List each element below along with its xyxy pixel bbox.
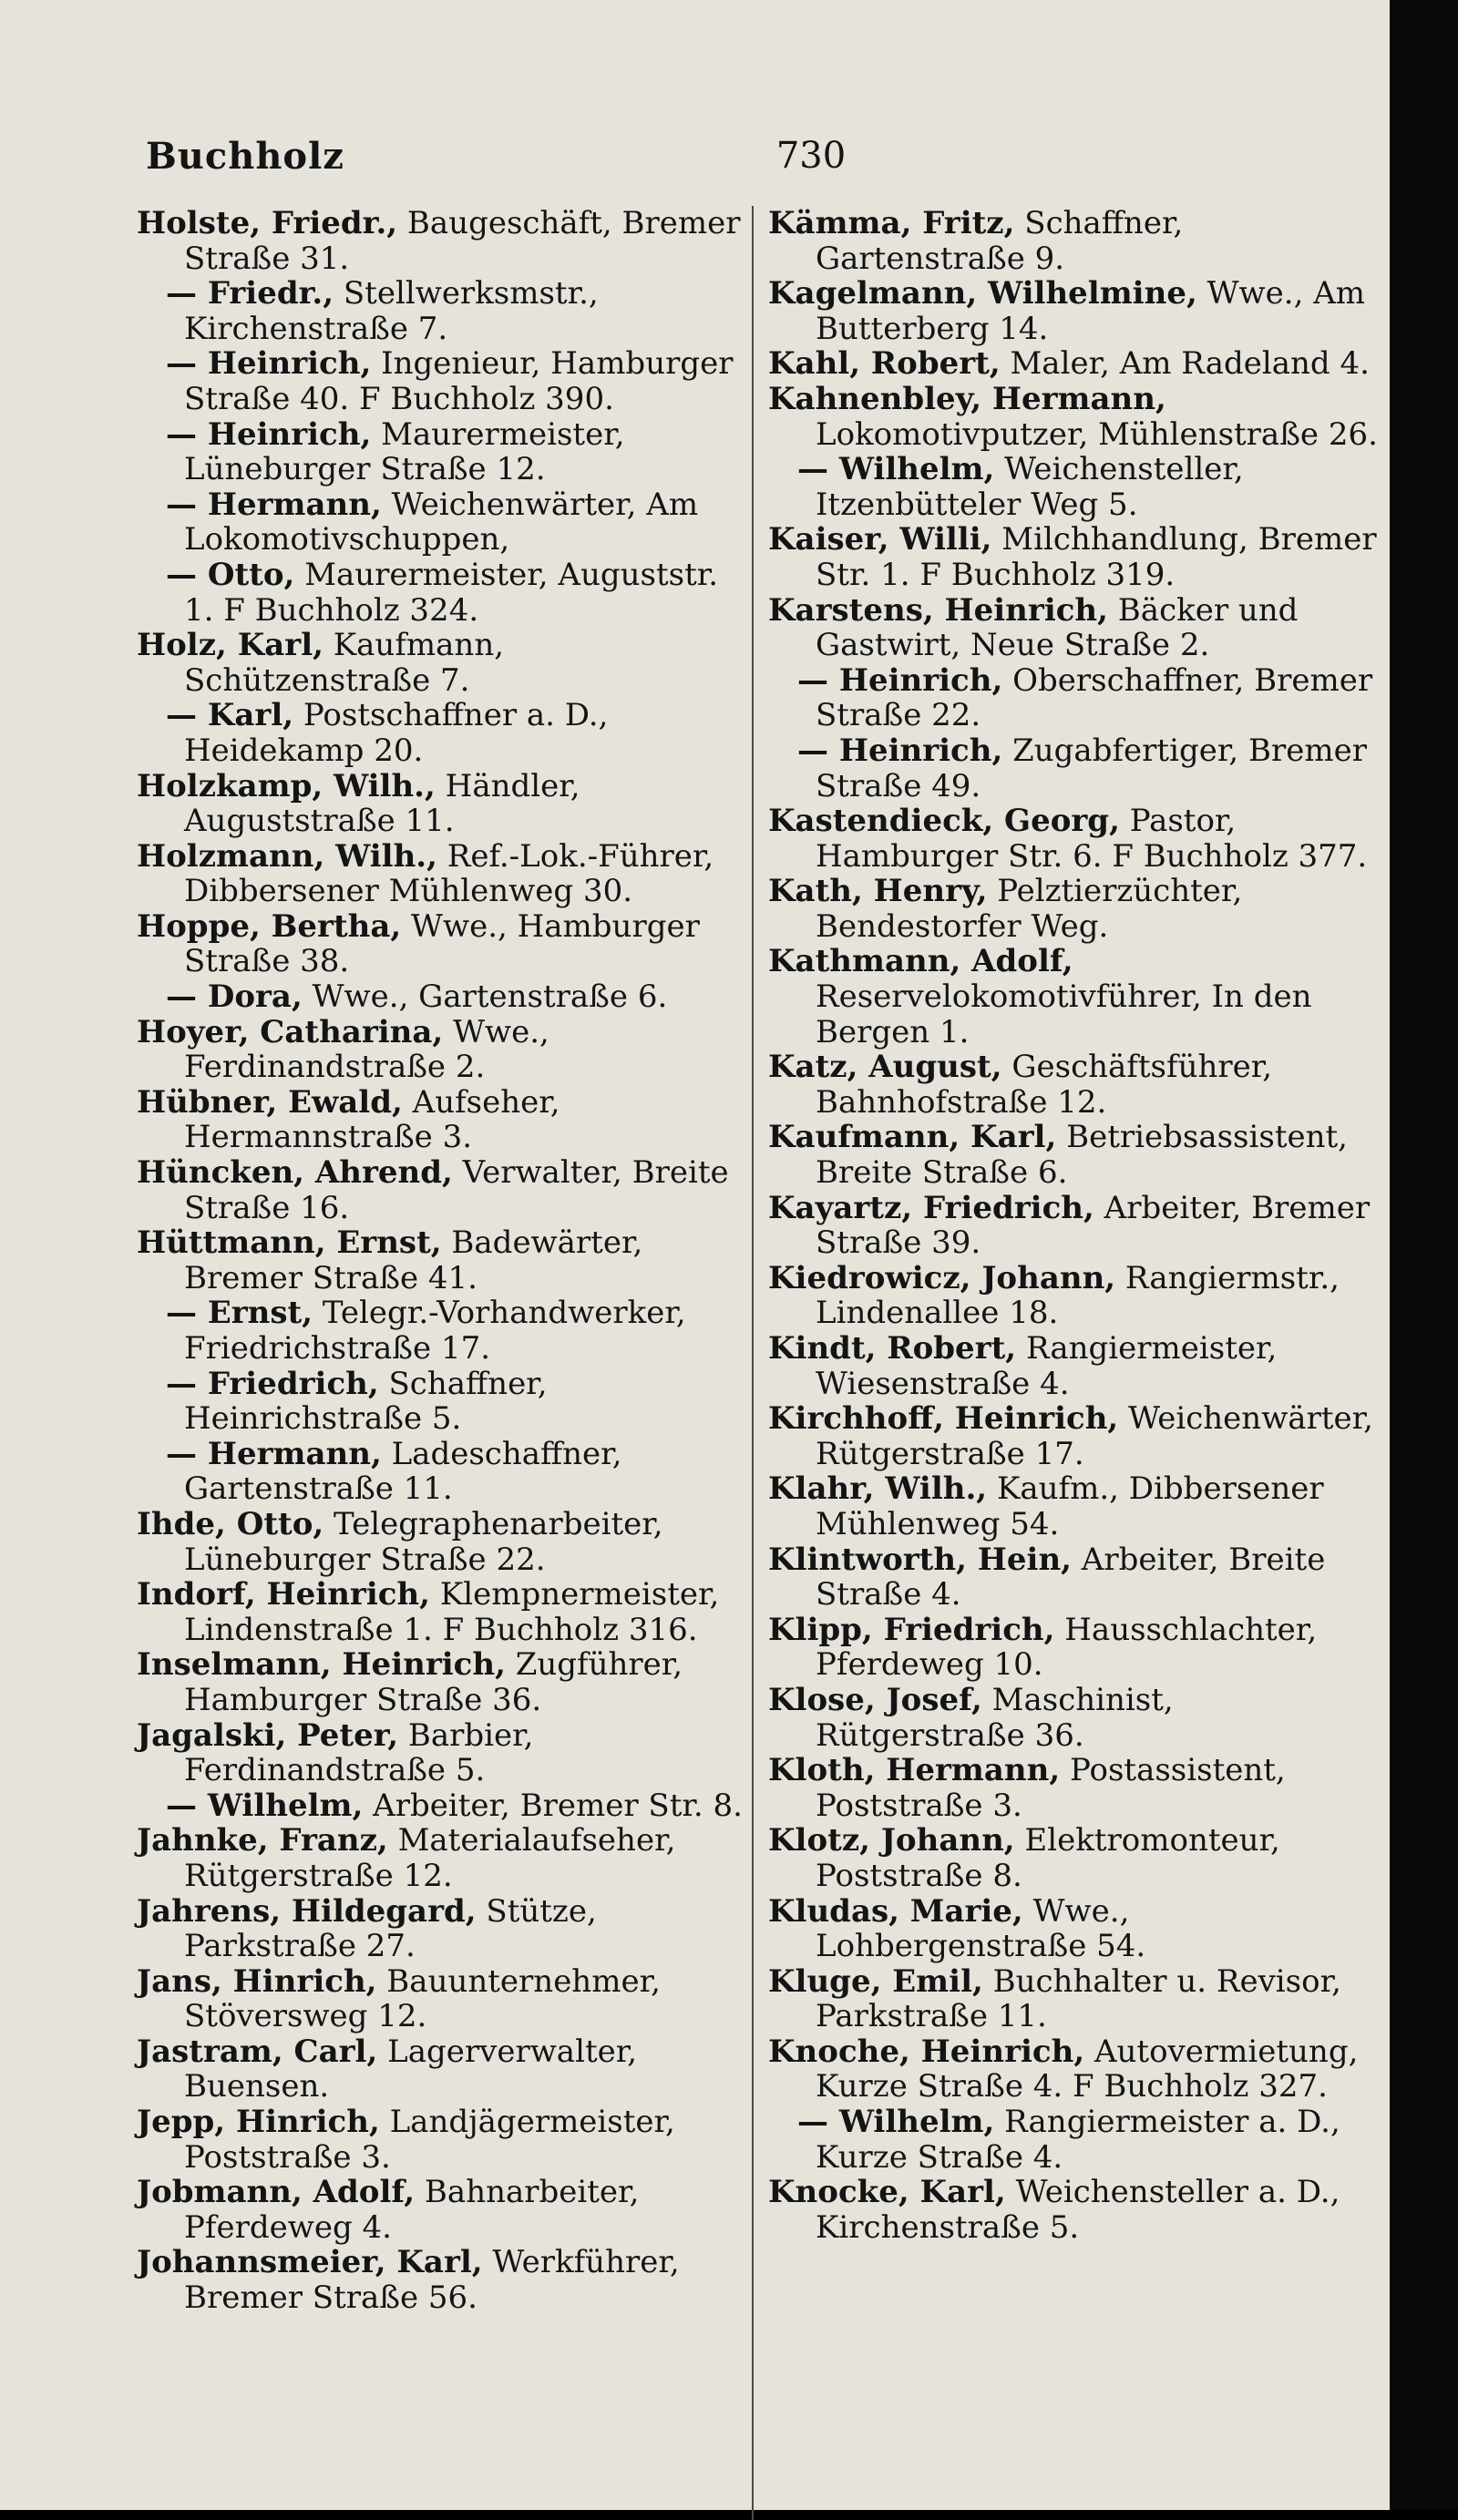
directory-entry	[768, 944, 1388, 1050]
entry-details: Bauunternehmer, Stöversweg 12.	[184, 1962, 661, 2035]
entry-details: Zugführer, Hamburger Straße 36.	[184, 1646, 683, 1718]
entry-name: Holste, Friedr.,	[137, 205, 398, 241]
entry-name: — Friedrich,	[166, 1365, 379, 1402]
entry-name: Inselmann, Heinrich,	[137, 1646, 506, 1684]
entry-details: Pelztierzüchter, Bendestorfer Weg.	[816, 873, 1243, 945]
entry-details: Baugeschäft, Bremer Straße 31.	[184, 205, 741, 277]
directory-entry	[137, 1367, 756, 1437]
entry-details: Werkführer, Bremer Straße 56.	[184, 2244, 680, 2317]
left-column	[137, 206, 756, 2316]
directory-entry	[768, 1823, 1388, 1893]
directory-entry	[768, 2175, 1388, 2245]
directory-entry	[137, 1437, 756, 1507]
entry-details: Kaufmann, Schützenstraße 7.	[184, 627, 505, 699]
entry-name: Hübner, Ewald,	[137, 1083, 403, 1121]
entry-name: Jans, Hinrich,	[137, 1962, 377, 2000]
entry-details: Rangiermeister, Wiesenstraße 4.	[816, 1330, 1278, 1402]
entry-details: Stellwerksmstr., Kirchenstraße 7.	[184, 275, 599, 347]
entry-details: Lagerverwalter, Buensen.	[184, 2033, 638, 2105]
directory-entry	[768, 874, 1388, 944]
entry-name: Johannsmeier, Karl,	[137, 2244, 483, 2281]
entry-name: Hoyer, Catharina,	[137, 1013, 444, 1050]
directory-entry	[137, 1647, 756, 1717]
entry-name: Jobmann, Adolf,	[137, 2174, 416, 2211]
directory-entry	[768, 804, 1388, 874]
directory-entry	[137, 1225, 756, 1296]
entry-details: Telegraphenarbeiter, Lüneburger Straße 22.	[184, 1505, 663, 1578]
entry-name: Kämma, Fritz,	[768, 205, 1015, 241]
entry-details: Wwe., Ferdinandstraße 2.	[184, 1013, 549, 1086]
entry-name: Knoche, Heinrich,	[768, 2033, 1085, 2070]
entry-name: Hüncken, Ahrend,	[137, 1154, 453, 1192]
entry-details: Autovermietung, Kurze Straße 4. F Buchholz 327.	[816, 2033, 1359, 2105]
directory-entry	[137, 1823, 756, 1893]
directory-entry	[768, 1191, 1388, 1261]
entry-name: — Heinrich,	[166, 345, 372, 383]
directory-entry	[137, 1085, 756, 1155]
entry-name: Knocke, Karl,	[768, 2174, 1006, 2211]
entry-name: Hoppe, Bertha,	[137, 907, 402, 945]
directory-entry	[137, 276, 756, 346]
entry-name: Klose, Josef,	[768, 1681, 982, 1718]
directory-entry	[137, 206, 756, 276]
entry-name: Katz, August,	[768, 1049, 1002, 1086]
entry-details: Postassistent, Poststraße 3.	[816, 1752, 1286, 1824]
entry-details: Buchhalter u. Revisor, Parkstraße 11.	[816, 1962, 1341, 2035]
entry-details: Rangiermeister a. D., Kurze Straße 4.	[816, 2104, 1340, 2176]
entry-name: Jagalski, Peter,	[137, 1716, 399, 1754]
entry-details: Lokomotivputzer, Mühlenstraße 26.	[816, 415, 1378, 453]
entry-name: Kayartz, Friedrich,	[768, 1189, 1094, 1226]
entry-details: Bäcker und Gastwirt, Neue Straße 2.	[816, 591, 1299, 664]
entry-name: Holzmann, Wilh.,	[137, 837, 437, 875]
entry-details: Badewärter, Bremer Straße 41.	[184, 1224, 643, 1296]
entry-details: Wwe., Lohbergenstraße 54.	[816, 1892, 1146, 1965]
entry-details: Verwalter, Breite Straße 16.	[184, 1154, 729, 1226]
directory-entry	[137, 1015, 756, 1085]
entry-details: Geschäftsführer, Bahnhofstraße 12.	[816, 1049, 1273, 1121]
entry-details: Betriebsassistent, Breite Straße 6.	[816, 1119, 1348, 1192]
entry-name: Klahr, Wilh.,	[768, 1470, 988, 1508]
entry-name: Kath, Henry,	[768, 873, 988, 910]
directory-entry	[137, 2034, 756, 2105]
entry-name: Holzkamp, Wilh.,	[137, 767, 436, 804]
entry-details: Weichenwärter, Am Lokomotivschuppen,	[184, 486, 699, 558]
directory-entry	[768, 1753, 1388, 1823]
directory-entry	[768, 206, 1388, 276]
entry-name: — Heinrich,	[797, 732, 1003, 769]
entry-name: Kagelmann, Wilhelmine,	[768, 275, 1197, 312]
entry-details: Weichenwärter, Rütgerstraße 17.	[816, 1400, 1373, 1472]
directory-entry	[137, 698, 756, 768]
entry-details: Ladeschaffner, Gartenstraße 11.	[184, 1435, 622, 1508]
entry-details: Barbier, Ferdinandstraße 5.	[184, 1716, 534, 1789]
entry-name: Kirchhoff, Heinrich,	[768, 1400, 1119, 1438]
entry-name: Jastram, Carl,	[137, 2033, 378, 2070]
directory-entry	[137, 769, 756, 839]
entry-details: Zugabfertiger, Bremer Straße 49.	[816, 732, 1367, 804]
directory-entry	[768, 1894, 1388, 1964]
entry-details: Wwe., Hamburger Straße 38.	[184, 907, 700, 980]
entry-details: Maurermeister, Auguststr. 1. F Buchholz 324.	[184, 556, 719, 629]
directory-entry	[137, 1296, 756, 1366]
entry-name: — Otto,	[166, 556, 295, 593]
entry-details: Postschaffner a. D., Heidekamp 20.	[184, 697, 609, 769]
entry-name: Kindt, Robert,	[768, 1330, 1017, 1367]
entry-details: Arbeiter, Bremer Str. 8.	[363, 1787, 743, 1824]
entry-details: Stütze, Parkstraße 27.	[184, 1892, 597, 1965]
page-number: 730	[775, 135, 847, 177]
directory-entry	[768, 663, 1388, 733]
entry-name: Kludas, Marie,	[768, 1892, 1023, 1930]
entry-details: Bahnarbeiter, Pferdeweg 4.	[184, 2174, 640, 2246]
entry-name: Jahrens, Hildegard,	[137, 1892, 477, 1930]
entry-name: Jahnke, Franz,	[137, 1822, 388, 1859]
entry-details: Weichensteller, Itzenbütteler Weg 5.	[816, 451, 1244, 523]
directory-entry	[137, 558, 756, 628]
entry-name: Klintworth, Hein,	[768, 1541, 1072, 1578]
directory-entry	[768, 452, 1388, 522]
directory-entry	[137, 417, 756, 487]
entry-details: Oberschaffner, Bremer Straße 22.	[816, 661, 1373, 734]
entry-details: Arbeiter, Breite Straße 4.	[816, 1541, 1326, 1613]
entry-details: Reservelokomotivführer, In den Bergen 1.	[816, 978, 1312, 1050]
directory-entry	[137, 1788, 756, 1824]
entry-name: Hüttmann, Ernst,	[137, 1224, 442, 1262]
directory-entry	[137, 2175, 756, 2245]
directory-entry	[137, 487, 756, 558]
entry-name: Kathmann, Adolf,	[768, 943, 1073, 980]
entry-name: Kaufmann, Karl,	[768, 1119, 1057, 1156]
entry-name: — Ernst,	[166, 1295, 313, 1332]
directory-entry	[137, 1894, 756, 1964]
entry-name: Indorf, Heinrich,	[137, 1576, 431, 1613]
entry-name: Kloth, Hermann,	[768, 1752, 1061, 1789]
directory-entry	[137, 2245, 756, 2315]
entry-name: — Karl,	[166, 697, 294, 734]
entry-details: Schaffner, Heinrichstraße 5.	[184, 1365, 548, 1438]
entry-name: Kiedrowicz, Johann,	[768, 1259, 1116, 1296]
entry-name: Klipp, Friedrich,	[768, 1611, 1055, 1648]
entry-details: Telegr.-Vorhandwerker, Friedrichstraße 17.	[184, 1295, 686, 1367]
entry-details: Milchhandlung, Bremer Str. 1. F Buchholz 319.	[816, 521, 1377, 593]
entry-details: Materialaufseher, Rütgerstraße 12.	[184, 1822, 676, 1894]
directory-entry	[768, 522, 1388, 592]
entry-details: Ref.-Lok.-Führer, Dibbersener Mühlenweg 30.	[184, 837, 714, 910]
entry-details: Pastor, Hamburger Str. 6. F Buchholz 377.	[816, 803, 1368, 875]
running-head: Buchholz	[146, 135, 344, 178]
entry-details: Wwe., Gartenstraße 6.	[302, 978, 668, 1016]
entry-details: Händler, Auguststraße 11.	[184, 767, 580, 840]
entry-name: Klotz, Johann,	[768, 1822, 1015, 1859]
entry-name: Holz, Karl,	[137, 627, 323, 664]
entry-details: Aufseher, Hermannstraße 3.	[184, 1083, 560, 1156]
entry-name: — Hermann,	[166, 486, 382, 523]
entry-name: Karstens, Heinrich,	[768, 591, 1108, 629]
directory-entry	[768, 1613, 1388, 1683]
directory-entry	[137, 1718, 756, 1788]
entry-details: Ingenieur, Hamburger Straße 40. F Buchholz 390.	[184, 345, 734, 417]
entry-details: Wwe., Am Butterberg 14.	[816, 275, 1365, 347]
entry-name: Kluge, Emil,	[768, 1962, 983, 2000]
entry-details: Maler, Am Radeland 4.	[1000, 345, 1370, 383]
entry-name: Jepp, Hinrich,	[137, 2104, 380, 2141]
directory-entry	[768, 346, 1388, 382]
entry-details: Klempnermeister, Lindenstraße 1. F Buchholz 316.	[184, 1576, 720, 1648]
scan-edge	[1390, 0, 1458, 2510]
entry-name: Kahnenbley, Hermann,	[768, 380, 1166, 417]
directory-entry	[768, 2034, 1388, 2105]
entry-name: — Heinrich,	[797, 661, 1003, 699]
entry-name: Kahl, Robert,	[768, 345, 1001, 383]
directory-entry	[137, 1577, 756, 1647]
entry-details: Arbeiter, Bremer Straße 39.	[816, 1189, 1371, 1262]
entry-name: — Wilhelm,	[166, 1787, 364, 1824]
entry-details: Maurermeister, Lüneburger Straße 12.	[184, 415, 625, 488]
entry-details: Schaffner, Gartenstraße 9.	[816, 205, 1184, 277]
entry-name: — Heinrich,	[166, 415, 372, 453]
directory-entry	[768, 593, 1388, 663]
entry-name: — Dora,	[166, 978, 303, 1016]
entry-details: Hausschlachter, Pferdeweg 10.	[816, 1611, 1318, 1684]
entry-details: Maschinist, Rütgerstraße 36.	[816, 1681, 1174, 1754]
directory-entry	[768, 1261, 1388, 1331]
directory-entry	[137, 1507, 756, 1577]
directory-entry	[137, 979, 756, 1015]
page-header	[146, 135, 1330, 190]
directory-entry	[768, 1471, 1388, 1542]
directory-entry	[768, 276, 1388, 346]
directory-entry	[137, 2105, 756, 2175]
entry-details: Landjägermeister, Poststraße 3.	[184, 2104, 675, 2176]
directory-entry	[137, 1155, 756, 1225]
directory-entry	[137, 1964, 756, 2034]
directory-entry	[768, 382, 1388, 452]
directory-entry	[768, 1120, 1388, 1190]
directory-entry	[137, 628, 756, 698]
directory-entry	[768, 1683, 1388, 1753]
directory-entry	[137, 346, 756, 416]
directory-entry	[768, 1401, 1388, 1471]
directory-entry	[768, 1964, 1388, 2034]
right-column	[768, 206, 1388, 2245]
entry-name: Ihde, Otto,	[137, 1505, 324, 1542]
directory-entry	[768, 2105, 1388, 2175]
directory-entry	[137, 839, 756, 909]
entry-details: Kaufm., Dibbersener Mühlenweg 54.	[816, 1470, 1324, 1542]
entry-name: Kastendieck, Georg,	[768, 803, 1120, 840]
entry-name: — Hermann,	[166, 1435, 382, 1472]
entry-name: — Friedr.,	[166, 275, 334, 312]
directory-entry	[768, 1542, 1388, 1613]
directory-entry	[768, 733, 1388, 804]
entry-details: Weichensteller a. D., Kirchenstraße 5.	[816, 2174, 1340, 2246]
column-divider	[752, 206, 754, 2520]
entry-name: — Wilhelm,	[797, 2104, 995, 2141]
entry-details: Elektromonteur, Poststraße 8.	[816, 1822, 1280, 1894]
directory-entry	[768, 1050, 1388, 1120]
entry-name: Kaiser, Willi,	[768, 521, 992, 558]
directory-entry	[137, 909, 756, 979]
directory-entry	[768, 1331, 1388, 1401]
entry-details: Rangiermstr., Lindenallee 18.	[816, 1259, 1340, 1332]
entry-name: — Wilhelm,	[797, 451, 995, 488]
